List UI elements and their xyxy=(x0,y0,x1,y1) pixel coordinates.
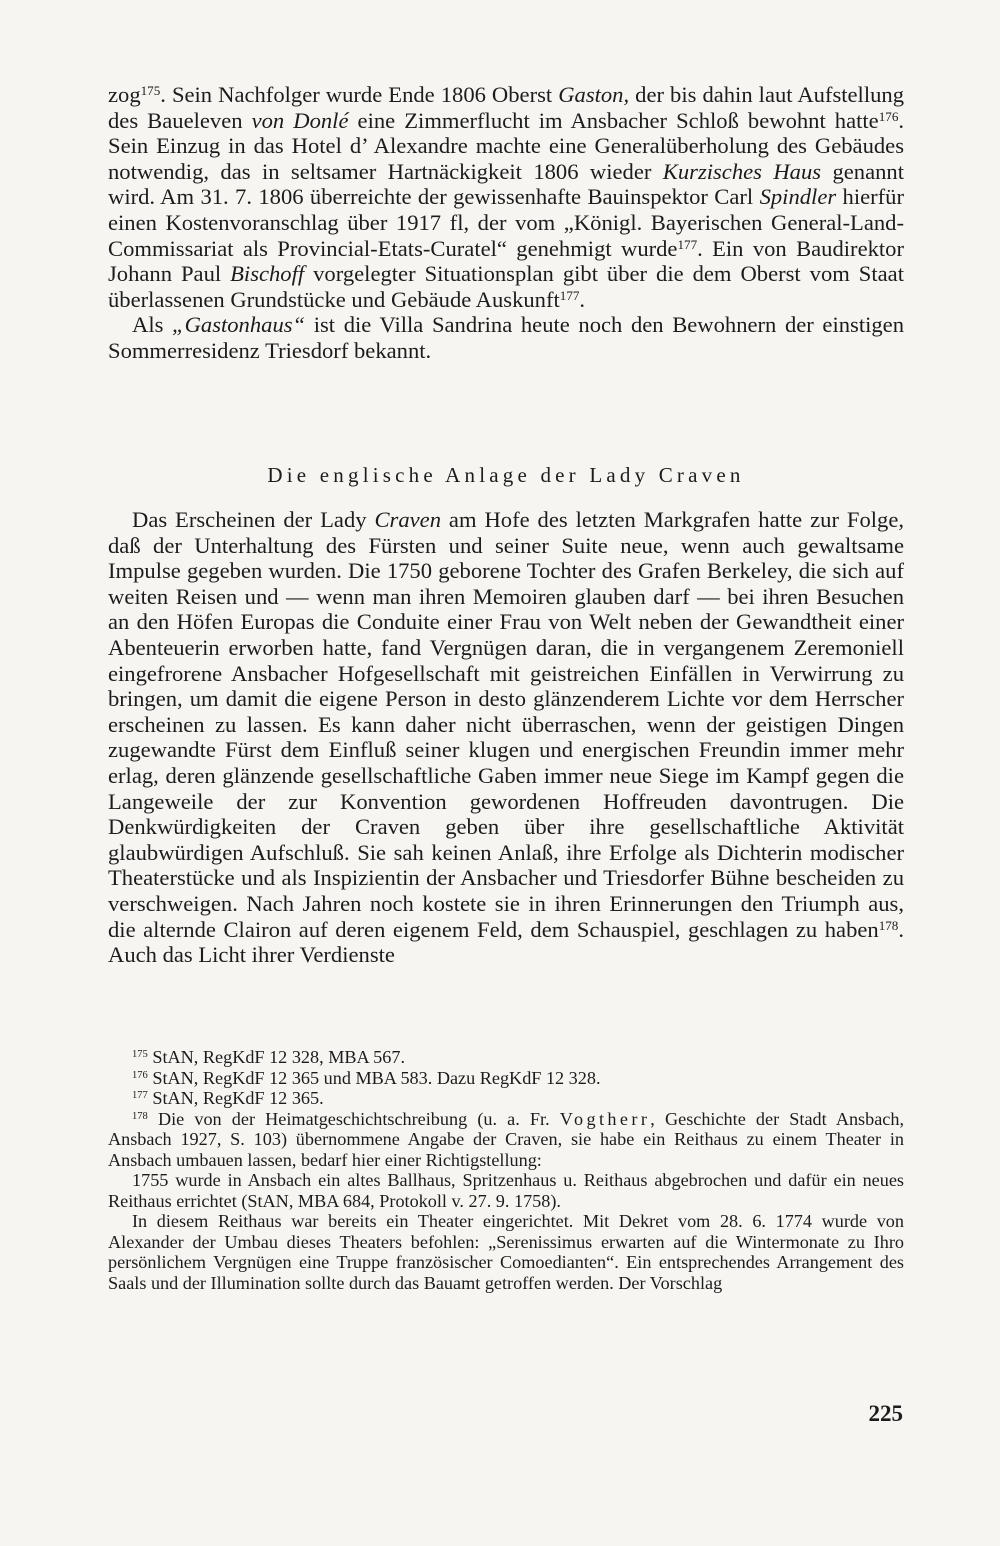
text-run: eine Zimmerflucht im Ansbacher Schloß bewohnt hatte xyxy=(348,107,879,133)
text-run: Als xyxy=(132,312,173,338)
footnote-175 xyxy=(108,1047,904,1068)
text-run: . xyxy=(579,286,586,312)
footnote-number: 175 xyxy=(132,1049,148,1061)
footnote-text: Die von der Heimatgeschichtschreibung (u. a. Fr. xyxy=(147,1108,560,1129)
text-run: hierfür einen Kostenvoranschlag über 1917 fl, der vom „Königl. Bayerischen General-Land-Commissariat als Provincial-Etats-Curatel“ genehmigt wurde xyxy=(108,184,904,261)
footnote-number: 178 xyxy=(132,1110,148,1122)
spaced-author-name: Vogtherr xyxy=(559,1108,651,1129)
footnote-text: , Geschichte der Stadt Ansbach, Ansbach 1927, S. 103) übernommene Angabe der Craven, sie habe ein Reithaus zu einem Theater in Ansbach umbauen lassen, bedarf hier einer Richtigstellung: xyxy=(108,1108,904,1170)
footnote-ref: 178 xyxy=(878,917,899,933)
footnote-text: StAN, RegKdF 12 365. xyxy=(147,1088,324,1108)
footnote-177 xyxy=(108,1088,904,1109)
footnote-ref: 177 xyxy=(559,287,580,303)
paragraph xyxy=(108,82,904,312)
text-run: am Hofe des letzten Markgrafen hatte zur Folge, daß der Unterhaltung des Fürsten und seiner Suite neue, wenn auch gewaltsame Impulse gegeben wurden. Die 1750 geborene Tochter des Grafen Berkeley, die sich auf weiten Reisen und — wenn man ihren Memoiren glauben darf — bei ihren Besuchen an den Höfen Europas die Conduite einer Frau von Welt neben der Gewandtheit einer Abenteuerin erworben hatte, fand Vergnügen daran, die in vergangenem Zeremoniell eingefrorene Ansbacher Hofgesellschaft mit geistreichen Einfällen in Verwirrung zu bringen, um damit die eigene Person in desto glänzenderem Lichte vor dem Herrscher erscheinen zu lassen. Es kann daher nicht überraschen, wenn der geistigen Dingen zugewandte Fürst dem Einfluß seiner klugen und energischen Freundin immer mehr erlag, deren glänzende gesellschaftliche Gaben immer neue Siege im Kampf gegen die Langeweile der zur Konvention gewordenen Hoffreuden davontrugen. Die Denkwürdigkeiten der Craven geben über ihre gesellschaftliche Aktivität glaubwürdigen Aufschluß. Sie sah keinen Anlaß, ihre Erfolge als Dichterin modischer Theaterstücke und als Inspizientin der Ansbacher und Triesdorfer Bühne bescheiden zu verschweigen. Nach Jahren noch kostete sie in ihren Erinnerungen den Triumph aus, die alternde Clairon auf deren eigenem Feld, dem Schauspiel, geschlagen zu haben xyxy=(108,507,905,942)
text-run: genannt wird. Am 31. 7. 1806 überreichte der gewissenhafte Bauinspektor Carl xyxy=(108,158,904,210)
italic-name: Craven xyxy=(374,507,441,532)
text-run: Das Erscheinen der Lady xyxy=(132,507,375,532)
text-run: . Auch das Licht ihrer Verdienste xyxy=(108,916,904,968)
main-text xyxy=(108,82,904,364)
paragraph xyxy=(108,312,904,363)
italic-name: Bischoff xyxy=(230,261,305,287)
section-text xyxy=(108,507,904,968)
text-run: . Ein von Baudirektor Johann Paul xyxy=(108,235,904,287)
text-run: zog xyxy=(108,82,141,107)
footnote-176 xyxy=(108,1068,904,1089)
footnotes xyxy=(108,1047,904,1293)
text-run: ist die Villa Sandrina heute noch den Bewohnern der einstigen Sommerresidenz Triesdorf bekannt. xyxy=(108,312,904,363)
text-run: der bis dahin laut Aufstellung des Baueleven xyxy=(108,82,905,133)
page-number: 225 xyxy=(868,1401,903,1426)
footnote-number: 177 xyxy=(132,1090,148,1102)
footnote-ref: 175 xyxy=(140,82,161,98)
footnote-ref: 177 xyxy=(677,236,698,252)
italic-name: von Donlé xyxy=(251,107,349,133)
footnote-number: 176 xyxy=(132,1069,148,1081)
italic-name: Gaston, xyxy=(558,82,630,107)
footnote-text: StAN, RegKdF 12 365 und MBA 583. Dazu RegKdF 12 328. xyxy=(147,1067,601,1088)
text-run: . Sein Nachfolger wurde Ende 1806 Oberst xyxy=(160,82,559,107)
text-run: . Sein Einzug in das Hotel d’ Alexandre machte eine Generalüberholung des Gebäudes notwendig, das in seltsamer Hartnäckigkeit 1806 wieder xyxy=(108,107,905,184)
section-heading: Die englische Anlage der Lady Craven xyxy=(267,463,745,487)
footnote-text: StAN, RegKdF 12 328, MBA 567. xyxy=(147,1047,406,1067)
footnote-178 xyxy=(108,1109,904,1171)
text-run: vorgelegter Situationsplan gibt über die dem Oberst vom Staat überlassenen Grundstücke und Gebäude Auskunft xyxy=(108,261,904,312)
paragraph xyxy=(108,507,904,968)
italic-name: „Gastonhaus“ xyxy=(172,312,306,338)
footnote-ref: 176 xyxy=(878,108,899,124)
italic-name: Spindler xyxy=(759,184,837,210)
italic-name: Kurzisches Haus xyxy=(662,158,822,184)
footnote-178-paragraph: 1755 wurde in Ansbach ein altes Ballhaus, Spritzenhaus u. Reithaus abgebrochen und dafür ein neues Reithaus errichtet (StAN, MBA 684, Protokoll v. 27. 9. 1758). xyxy=(108,1170,904,1211)
footnote-178-paragraph: In diesem Reithaus war bereits ein Theater eingerichtet. Mit Dekret vom 28. 6. 1774 wurde von Alexander der Umbau dieses Theaters befohlen: „Serenissimus erwarten auf die Wintermonate zu Ihro persönlichem Vergnügen eine Truppe französischer Comoedianten“. Ein entsprechendes Arrangement des Saals und der Illumination sollte durch das Bauamt getroffen werden. Der Vorschlag xyxy=(108,1211,904,1293)
